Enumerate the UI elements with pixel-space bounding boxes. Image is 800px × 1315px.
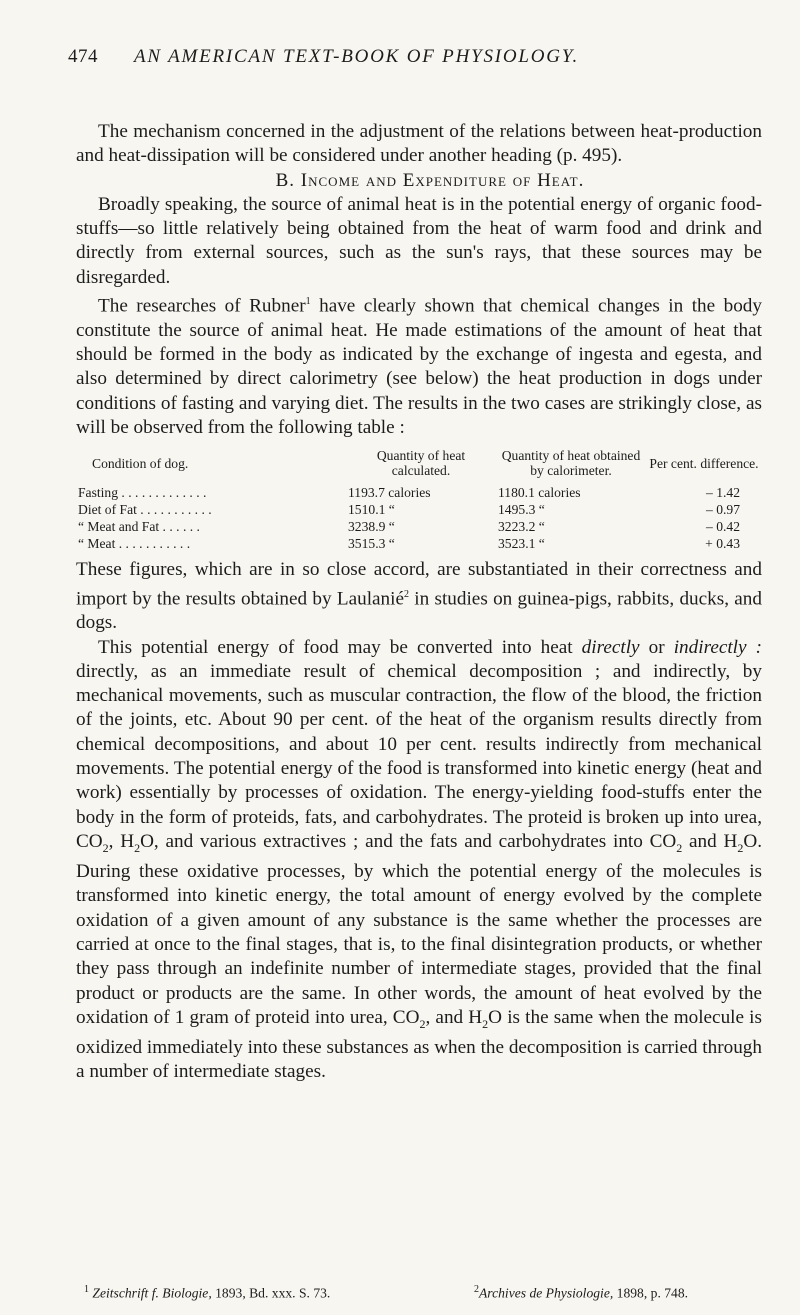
paragraph-rubner — [76, 290, 762, 440]
directly-italic: directly — [581, 636, 640, 658]
indirectly-italic: indirectly : — [673, 636, 763, 658]
footnote-2-rest: 1898, p. 748. — [613, 1285, 689, 1301]
section-heading: B. Income and Expenditure of Heat. — [275, 169, 585, 191]
footnote-1-title: Zeitschrift f. Biologie, — [92, 1285, 212, 1301]
cell-difference: – 0.42 — [706, 519, 740, 535]
footnote-1-rest: 1893, Bd. xxx. S. 73. — [211, 1285, 331, 1301]
cell-difference: – 0.97 — [706, 502, 740, 518]
footnote-ref-2: 2 — [403, 588, 409, 600]
col-header-obtained: Quantity of heat obtained by calorimeter. — [501, 448, 641, 479]
rubner-text-a: The researches of Rubner — [98, 295, 306, 317]
col-header-difference: Per cent. difference. — [649, 455, 759, 471]
table-row — [76, 535, 762, 552]
energy-text-d: O, and various extractives ; and the fats and carbohydrates into CO — [140, 830, 677, 852]
laulanie-text-a: These figures, which are in so close accord, are substantiated in their correctness and import by the results obtained by Laulanié — [76, 559, 762, 609]
body-text — [76, 120, 762, 1085]
footnote-2 — [474, 1284, 688, 1302]
paragraph-source-of-heat: Broadly speaking, the source of animal heat is in the potential energy of organic food-stuffs—so little relatively being obtained from the heat of warm food and drink and directly from external sources, such as the sun's rays, that these sources may be disregarded. — [76, 193, 762, 288]
paragraph-mechanism: The mechanism concerned in the adjustment of the relations between heat-production and heat-dissipation will be considered under another heading (p. 495). — [76, 121, 762, 167]
cell-obtained: 3523.1 “ — [498, 536, 545, 552]
energy-text-e: and H — [682, 830, 738, 852]
cell-condition: “ Meat . . . . . . . . . . . — [78, 536, 191, 552]
energy-text-c: , H — [108, 830, 135, 852]
cell-calculated: 3515.3 “ — [348, 536, 395, 552]
paragraph-laulanie — [76, 558, 762, 635]
energy-text-a: This potential energy of food may be converted into heat — [98, 636, 582, 658]
cell-calculated: 3238.9 “ — [348, 519, 395, 535]
rubner-text-b: have clearly shown that chemical changes in the body constitute the source of animal heat. He made estimations of the amount of heat that should be formed in the body as indicated by the exchange of ingesta and egesta, and also determined by direct calorimetry (see below) the heat production in dogs under conditions of fasting and varying diet. The results in the two cases are strikingly close, as will be observed from the following table : — [76, 295, 762, 438]
cell-condition: “ Meat and Fat . . . . . . — [78, 519, 200, 535]
page-number: 474 — [68, 46, 98, 67]
cell-calculated: 1510.1 “ — [348, 502, 395, 518]
subscript-2: 2 — [737, 840, 744, 855]
table-row — [76, 484, 762, 501]
laulanie-text-b: in studies on guinea-pigs, rabbits, ducks, and dogs. — [76, 587, 762, 634]
cell-calculated: 1193.7 calories — [348, 485, 431, 501]
running-title: AN AMERICAN TEXT-BOOK OF PHYSIOLOGY. — [134, 46, 579, 67]
footnote-ref-1: 1 — [305, 296, 311, 308]
energy-text-g: , and H — [425, 1006, 483, 1028]
table-row — [76, 501, 762, 518]
energy-text-f: O. During these oxidative processes, by which the potential energy of the molecules is transformed into kinetic energy, the total amount of energy evolved by the complete oxidation of a given amount of any substance is the same whether the processes are carried at once to the final stages, that is, to the final disintegration products, or whether they pass through an indefinite number of intermediate stages, provided that the final product or products are the same. In other words, the amount of heat evolved by the oxidation of 1 gram of proteid into urea, CO — [76, 830, 763, 1028]
heat-table — [76, 446, 762, 552]
energy-text-h: O is the same when the molecule is oxidized immediately into these substances as when the decomposition is carried through a number of intermediate stages. — [76, 1006, 762, 1083]
footnote-1 — [84, 1284, 330, 1302]
cell-difference: – 1.42 — [706, 485, 740, 501]
subscript-2: 2 — [102, 840, 109, 855]
cell-condition: Diet of Fat . . . . . . . . . . . — [78, 502, 212, 518]
col-header-calculated: Quantity of heat calculated. — [376, 448, 466, 479]
footnote-2-title: Archives de Physiologie, — [479, 1285, 614, 1301]
subscript-2: 2 — [676, 840, 683, 855]
subscript-2: 2 — [134, 840, 141, 855]
cell-obtained: 3223.2 “ — [498, 519, 545, 535]
cell-condition: Fasting . . . . . . . . . . . . . — [78, 485, 207, 501]
cell-difference: + 0.43 — [705, 536, 740, 552]
subscript-2: 2 — [419, 1016, 426, 1031]
paragraph-potential-energy — [76, 636, 762, 1085]
footnote-2-mark: 2 — [474, 1284, 479, 1295]
subscript-2: 2 — [482, 1016, 489, 1031]
energy-or: or — [639, 636, 674, 658]
col-header-condition: Condition of dog. — [92, 455, 189, 471]
cell-obtained: 1180.1 calories — [498, 485, 581, 501]
footnote-1-mark: 1 — [84, 1284, 89, 1295]
table-header-row — [76, 446, 762, 484]
footnotes — [84, 1284, 774, 1302]
energy-text-b: directly, as an immediate result of chemical decomposition ; and indirectly, by mechanical movements, such as muscular contraction, the flow of the blood, the friction of the joints, etc. About 90 per cent. of the heat of the organism results directly from chemical decompositions, and about 10 per cent. results indirectly from mechanical movements. The potential energy of the food is transformed into kinetic energy (heat and work) essentially by processes of oxidation. The energy-yielding food-stuffs enter the body in the form of proteids, fats, and carbohydrates. The proteid is broken up into urea, CO — [76, 660, 762, 852]
table-row — [76, 518, 762, 535]
cell-obtained: 1495.3 “ — [498, 502, 545, 518]
